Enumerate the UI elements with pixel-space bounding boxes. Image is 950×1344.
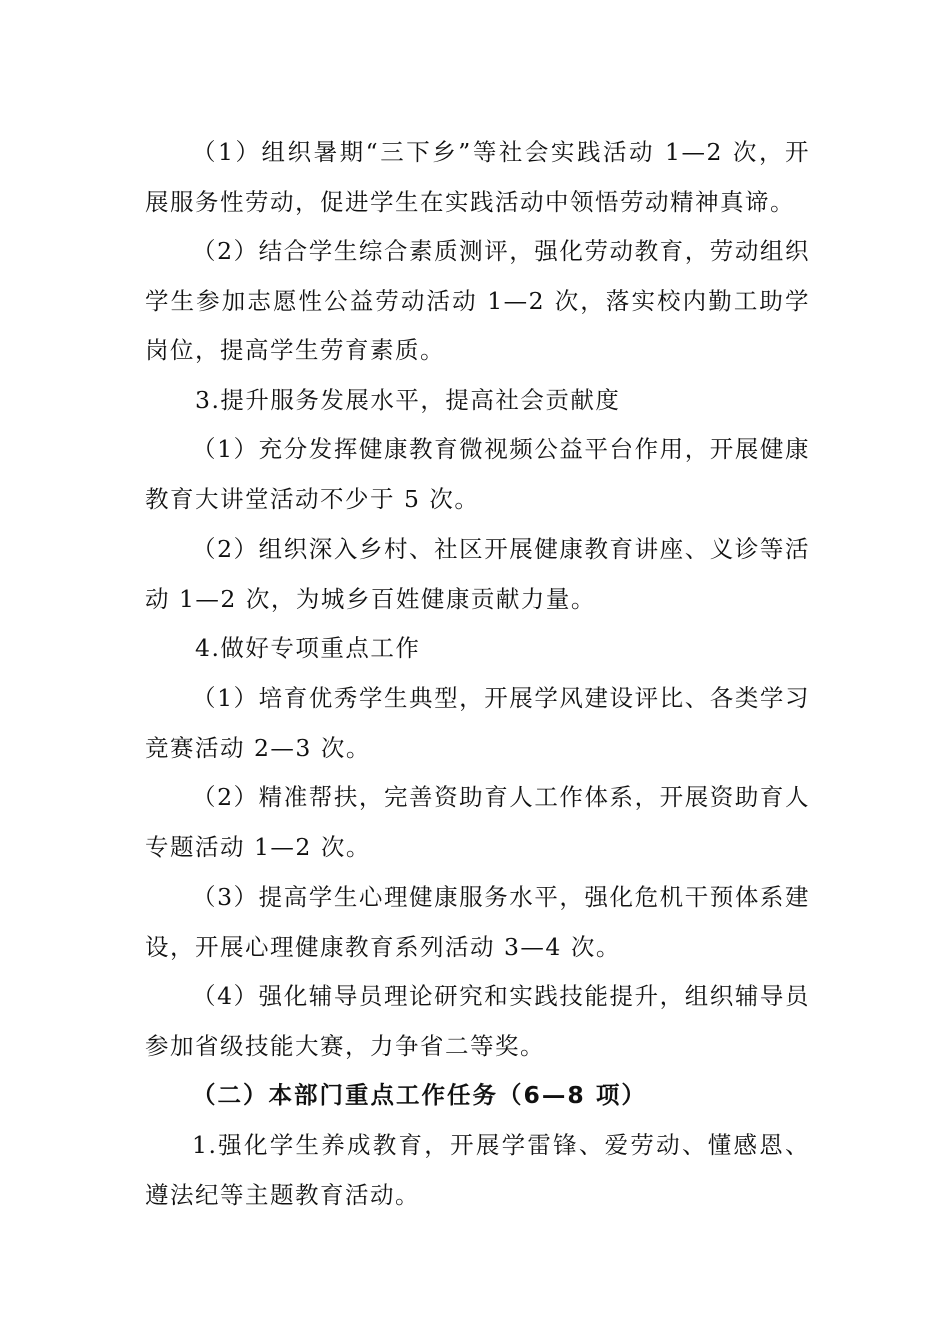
paragraph-health-platform: （1）充分发挥健康教育微视频公益平台作用，开展健康教育大讲堂活动不少于 5 次。 — [145, 435, 810, 513]
paragraph-counselor-skills: （4）强化辅导员理论研究和实践技能提升，组织辅导员参加省级技能大赛，力争省二等奖。 — [145, 982, 810, 1060]
section-heading-department-tasks: （二）本部门重点工作任务（6—8 项） — [192, 1081, 647, 1109]
paragraph-health-lectures: （2）组织深入乡村、社区开展健康教育讲座、义诊等活动 1—2 次，为城乡百姓健康贡献力量。 — [145, 535, 810, 613]
paragraph-financial-aid: （2）精准帮扶，完善资助育人工作体系，开展资助育人专题活动 1—2 次。 — [145, 783, 810, 861]
paragraph-student-models: （1）培育优秀学生典型，开展学风建设评比、各类学习竞赛活动 2—3 次。 — [145, 684, 810, 762]
paragraph-habit-education: 1.强化学生养成教育，开展学雷锋、爱劳动、懂感恩、遵法纪等主题教育活动。 — [145, 1131, 810, 1209]
paragraph-practice-activities: （1）组织暑期“三下乡”等社会实践活动 1—2 次，开展服务性劳动，促进学生在实践活动中领悟劳动精神真谛。 — [145, 138, 810, 216]
section-heading-4: 4.做好专项重点工作 — [195, 634, 421, 662]
section-heading-3: 3.提升服务发展水平，提高社会贡献度 — [195, 386, 621, 414]
paragraph-mental-health: （3）提高学生心理健康服务水平，强化危机干预体系建设，开展心理健康教育系列活动 3—4 次。 — [145, 883, 810, 961]
paragraph-labor-education: （2）结合学生综合素质测评，强化劳动教育，劳动组织学生参加志愿性公益劳动活动 1—2 次，落实校内勤工助学岗位，提高学生劳育素质。 — [145, 237, 810, 365]
